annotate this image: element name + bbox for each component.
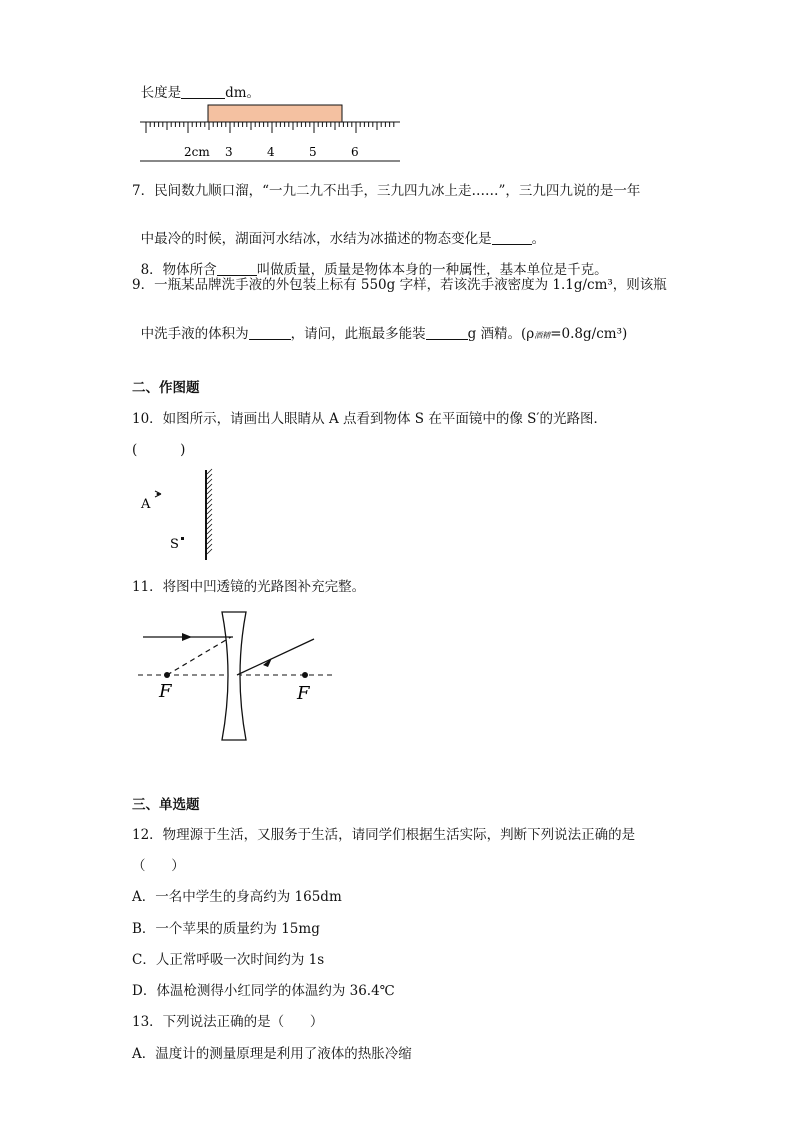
mirror-hatching bbox=[207, 469, 212, 554]
mirror-hatch-line bbox=[207, 519, 212, 524]
mirror-hatch-line bbox=[207, 529, 212, 534]
mirror-hatch-line bbox=[207, 509, 212, 514]
object-s-label: S bbox=[170, 537, 179, 552]
ruler-label-3: 3 bbox=[225, 145, 233, 159]
q9-line2 bbox=[132, 307, 627, 345]
ruler-label-5: 5 bbox=[309, 145, 317, 159]
q6-tail bbox=[132, 66, 260, 102]
q9-line1: 9．一瓶某品牌洗手液的外包装上标有 550g 字样，若该洗手液密度为 1.1g/cm³，则该瓶 bbox=[132, 277, 667, 293]
q13-stem: 13．下列说法正确的是（ ） bbox=[132, 1014, 324, 1030]
mirror-hatch-line bbox=[207, 494, 212, 499]
q9-text-a: 中洗手液的体积为 bbox=[140, 326, 249, 342]
q10-stem: 10．如图所示，请画出人眼睛从 A 点看到物体 S 在平面镜中的像 S′的光路图． bbox=[132, 411, 607, 427]
mirror-hatch-line bbox=[207, 524, 212, 529]
q9-text-d: =0.8g/cm³) bbox=[550, 326, 628, 342]
section-heading-drawing: 二、作图题 bbox=[132, 380, 200, 396]
q12-option-d[interactable]: D．体温枪测得小红同学的体温约为 36.4℃ bbox=[132, 983, 395, 999]
q12-answer-bracket[interactable]: （ ） bbox=[132, 858, 185, 874]
refracted-ray-arrow bbox=[263, 658, 272, 667]
q6-tail-unit: dm。 bbox=[225, 85, 261, 101]
mirror-hatch-line bbox=[207, 539, 212, 544]
focus-left-label: F bbox=[159, 681, 172, 702]
mirror-hatch-line bbox=[207, 499, 212, 504]
q9-subscript: 酒精 bbox=[534, 331, 551, 340]
ruler-label-6: 6 bbox=[351, 145, 359, 159]
mirror-hatch-line bbox=[207, 489, 212, 494]
object-s-dot bbox=[181, 537, 184, 540]
focus-left-dot bbox=[164, 672, 170, 678]
eye-icon bbox=[155, 491, 161, 497]
dashed-extension bbox=[167, 637, 231, 675]
concave-lens bbox=[222, 612, 246, 740]
mirror-hatch-line bbox=[207, 504, 212, 509]
answer-blank[interactable] bbox=[181, 84, 225, 99]
q7-line2-end: 。 bbox=[531, 231, 546, 247]
measured-block bbox=[208, 105, 342, 122]
mirror-hatch-line bbox=[207, 534, 212, 539]
q9-text-b: ，请问，此瓶最多能装 bbox=[290, 326, 426, 342]
q9-text-c: g 酒精。(ρ bbox=[467, 326, 535, 342]
ruler-label-4: 4 bbox=[267, 145, 275, 159]
q6-tail-text: 长度是 bbox=[140, 85, 182, 101]
answer-blank[interactable] bbox=[217, 261, 257, 276]
q8-line bbox=[132, 243, 608, 279]
q7-line1: 7．民间数九顺口溜，“一九二九不出手，三九四九冰上走……”，三九四九说的是一年 bbox=[132, 183, 641, 199]
mirror-hatch-line bbox=[207, 479, 212, 484]
ruler-label-2cm: 2cm bbox=[184, 145, 210, 159]
incident-ray-arrow bbox=[182, 633, 192, 641]
q12-option-c[interactable]: C．人正常呼吸一次时间约为 1s bbox=[132, 952, 325, 968]
focus-right-dot bbox=[302, 672, 308, 678]
section-heading-single-choice: 三、单选题 bbox=[132, 797, 200, 813]
focus-right-label: F bbox=[297, 683, 310, 704]
q8-text-end: 叫做质量，质量是物体本身的一种属性，基本单位是千克。 bbox=[256, 262, 608, 278]
mirror-hatch-line bbox=[207, 544, 212, 549]
mirror-hatch-line bbox=[207, 474, 212, 479]
mirror-hatch-line bbox=[207, 484, 212, 489]
mirror-hatch-line bbox=[207, 469, 212, 474]
q13-option-a[interactable]: A．温度计的测量原理是利用了液体的热胀冷缩 bbox=[132, 1046, 412, 1062]
refracted-ray bbox=[237, 639, 314, 675]
q12-stem: 12．物理源于生活，又服务于生活，请同学们根据生活实际，判断下列说法正确的是 bbox=[132, 827, 636, 843]
q11-stem: 11．将图中凹透镜的光路图补充完整。 bbox=[132, 579, 366, 595]
answer-blank[interactable] bbox=[249, 325, 291, 340]
mirror-hatch-line bbox=[207, 514, 212, 519]
q7-line2-text: 中最冷的时候，湖面河水结冰，水结为冰描述的物态变化是 bbox=[140, 231, 492, 247]
q12-option-b[interactable]: B．一个苹果的质量约为 15mg bbox=[132, 921, 320, 937]
mirror-hatch-line bbox=[207, 549, 212, 554]
q12-option-a[interactable]: A．一名中学生的身高约为 165dm bbox=[132, 889, 342, 905]
answer-blank[interactable] bbox=[426, 325, 468, 340]
q10-answer-bracket[interactable]: ( ) bbox=[132, 442, 186, 458]
q8-text-start: 8．物体所含 bbox=[140, 262, 217, 278]
ruler-ticks bbox=[146, 122, 394, 133]
point-a-label: A bbox=[141, 497, 151, 512]
